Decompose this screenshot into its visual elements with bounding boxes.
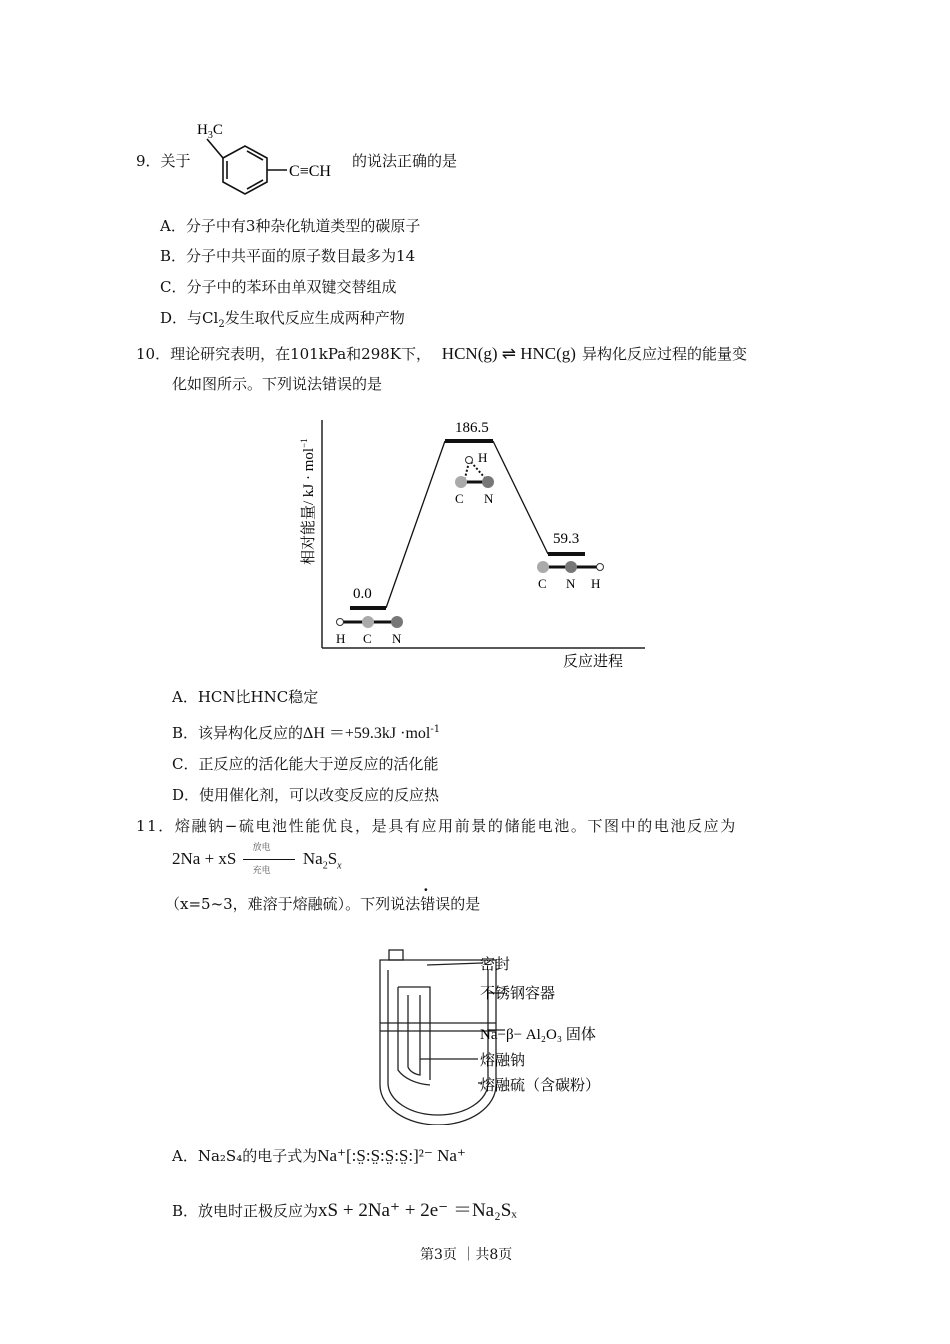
q10-option-c: C．正反应的活化能大于逆反应的活化能: [172, 755, 439, 773]
svg-text:N: N: [566, 576, 576, 591]
q10-stem-line1: 10．理论研究表明，在101kPa和298K下， HCN(g) ⇌ HNC(g) 异构化反应过程的能量变: [136, 344, 747, 363]
emphasized-text: 错误: [420, 895, 451, 913]
q10-option-d: D．使用催化剂，可以改变反应的反应热: [172, 786, 440, 804]
reversible-arrow: 放电 充电: [241, 850, 299, 870]
svg-text:C: C: [363, 631, 372, 646]
y-axis-label: 相对能量/ kJ · mol$^{-1}$: [299, 438, 317, 565]
svg-text:N: N: [484, 491, 494, 506]
q9-molecule-structure: [195, 115, 355, 205]
q10-option-a: A．HCN比HNC稳定: [172, 688, 319, 706]
x-axis-label: 反应进程: [563, 654, 624, 670]
q9-option-b: B．分子中共平面的原子数目最多为14: [160, 247, 416, 265]
svg-text:N: N: [392, 631, 402, 646]
level-value-ts: 186.5: [455, 420, 489, 436]
svg-text:不锈钢容器: 不锈钢容器: [480, 986, 556, 1002]
svg-text:熔融钠: 熔融钠: [480, 1053, 526, 1069]
q10-option-b: B．该异构化反应的ΔH ＝+59.3kJ ·mol$^{-1}$: [172, 724, 441, 742]
svg-text:密封: 密封: [480, 957, 511, 973]
question-number: 9．: [136, 152, 161, 170]
hnc-molecule: [537, 561, 604, 591]
battery-diagram: [370, 935, 620, 1125]
q9-stem: [136, 150, 191, 171]
q9-option-d: D．与$Cl_2$发生取代反应生成两种产物: [160, 309, 405, 330]
svg-text:H3C: $H_3C$: [197, 122, 223, 141]
transition-state-molecule: [455, 450, 494, 506]
svg-text:熔融硫（含碳粉）: 熔融硫（含碳粉）: [480, 1078, 601, 1094]
q9-prefix: 关于: [160, 152, 191, 170]
q11-option-b: B．放电时正极反应为xS + 2Na⁺ + 2e⁻ ＝Na₂Sₓ: [172, 1200, 517, 1221]
svg-text:H: H: [591, 576, 601, 591]
q10-stem-line2: 化如图所示。下列说法错误的是: [172, 375, 383, 393]
q10-equation: HCN(g) ⇌ HNC(g): [441, 344, 576, 363]
q11-option-a: A．Na₂S₄的电子式为Na⁺[:S̤:S̤:S̤:S̤:]²⁻ Na⁺: [172, 1146, 466, 1165]
level-value-hnc: 59.3: [553, 531, 580, 547]
q9-option-c: C．分子中的苯环由单双键交替组成: [160, 278, 397, 296]
svg-text:Na−β− Al₂O₃ 固体: Na−β− Al₂O₃ 固体: [480, 1027, 596, 1043]
svg-text:C: C: [538, 576, 547, 591]
svg-text:C≡CH: C≡CH: [289, 163, 331, 180]
svg-text:H: H: [336, 631, 346, 646]
svg-text:H: H: [478, 450, 488, 465]
hcn-molecule: [336, 616, 403, 646]
level-value-hcn: 0.0: [353, 586, 372, 602]
energy-diagram: [295, 400, 660, 675]
q9-option-a: A．分子中有3种杂化轨道类型的碳原子: [160, 217, 421, 235]
q9-suffix: 的说法正确的是: [352, 152, 458, 170]
svg-text:C: C: [455, 491, 464, 506]
q11-stem-line1: 11．熔融钠−硫电池性能优良，是具有应用前景的储能电池。下图中的电池反应为: [136, 817, 737, 835]
page-footer: 第3页 ｜共8页: [420, 1247, 513, 1263]
q11-stem-line3: （x=5~3，难溶于熔融硫）。下列说法错误的是: [165, 895, 481, 913]
q11-equation: 2Na + xS 放电 充电 $Na_2S_x$: [172, 842, 342, 876]
